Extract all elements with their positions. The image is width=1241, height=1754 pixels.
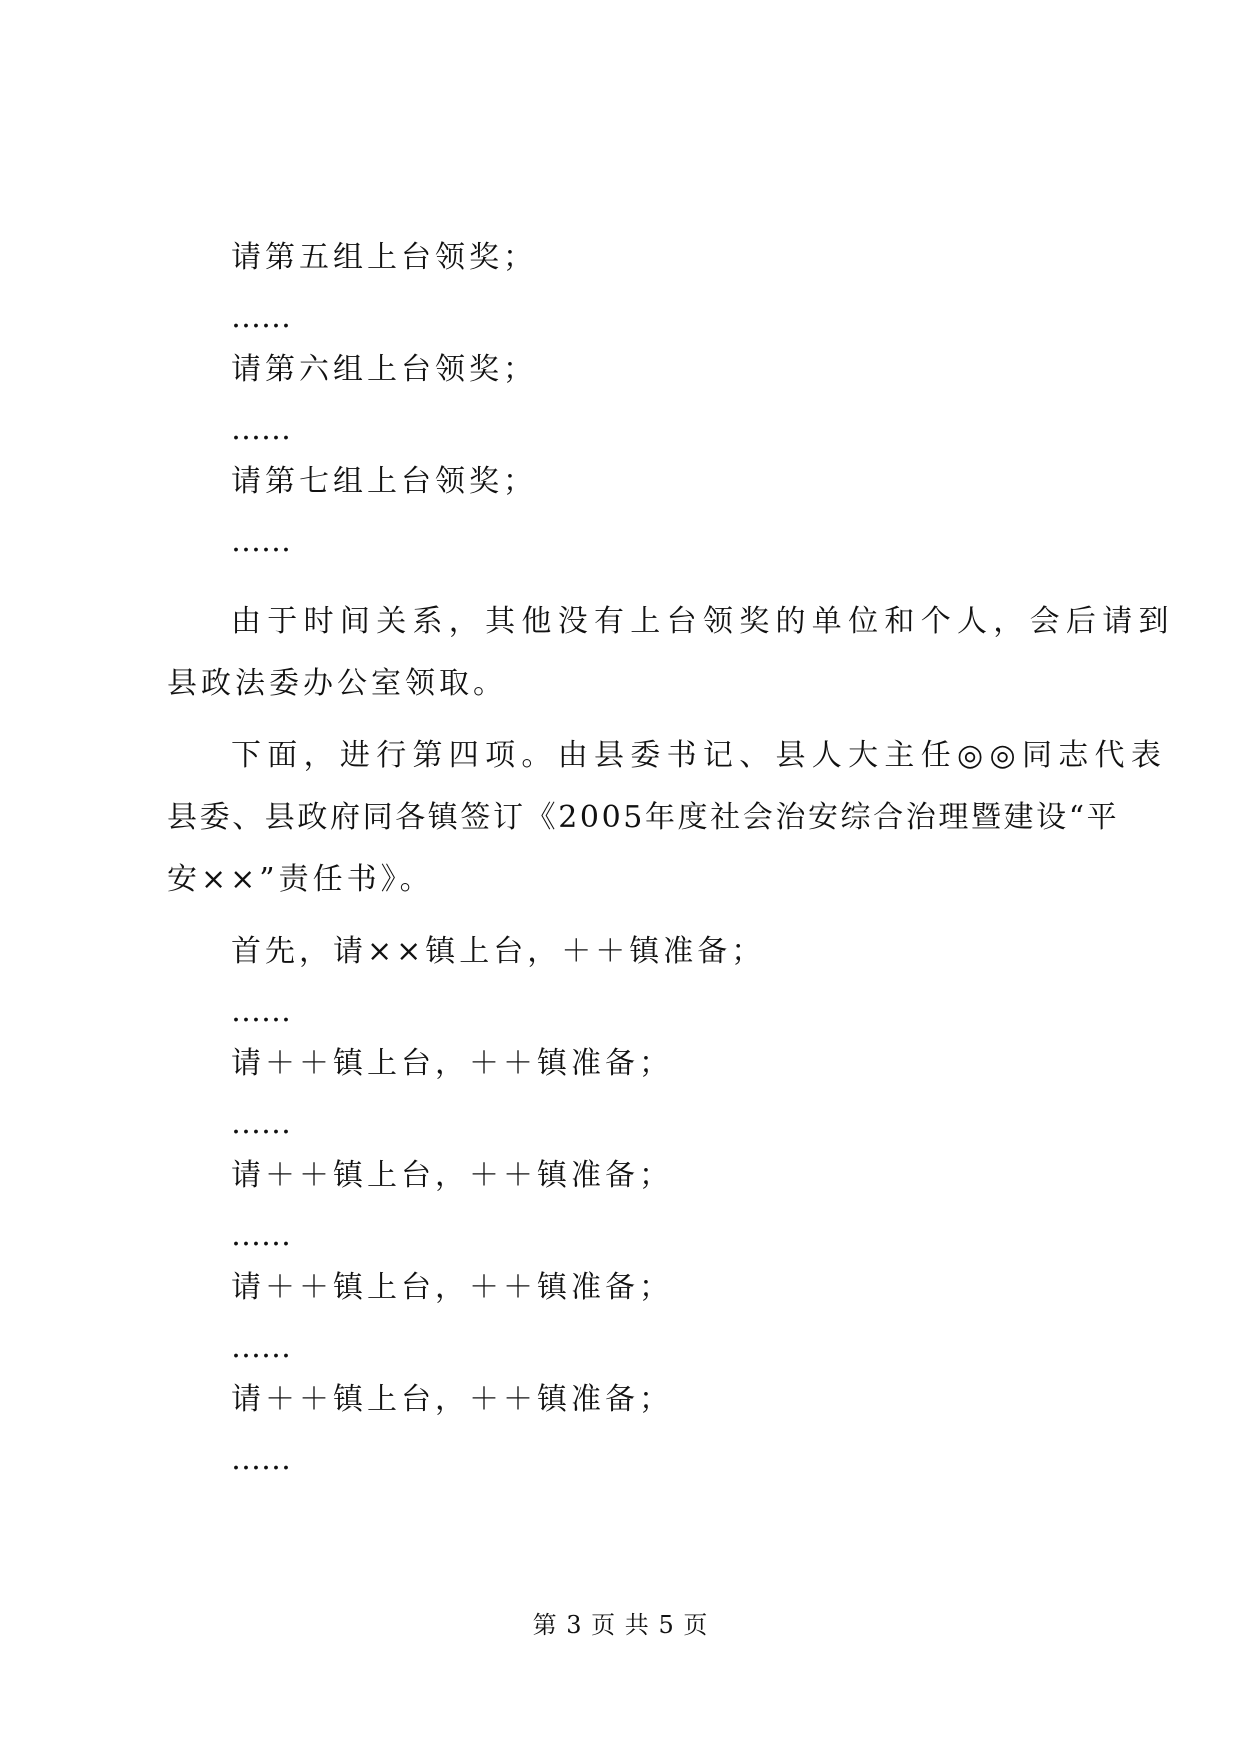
paragraph-line: 请第六组上台领奖； [231,352,537,387]
paragraph-line: 请第五组上台领奖； [231,240,537,275]
paragraph-line: 由于时间关系，其他没有上台领奖的单位和个人，会后请到 [231,604,1175,639]
page-number-footer: 第 3 页 共 5 页 [532,1611,709,1639]
ellipsis-line: …… [231,300,291,335]
ellipsis-line: …… [231,1442,291,1477]
paragraph-line: 县政法委办公室领取。 [167,666,507,701]
ellipsis-line: …… [231,1218,291,1253]
ellipsis-line: …… [231,524,291,559]
paragraph-line: 请＋＋镇上台，＋＋镇准备； [231,1046,673,1081]
paragraph-line: 请＋＋镇上台，＋＋镇准备； [231,1158,673,1193]
paragraph-line: 请第七组上台领奖； [231,464,537,499]
paragraph-line: 请＋＋镇上台，＋＋镇准备； [231,1382,673,1417]
paragraph-line: 安××”责任书》。 [167,862,434,897]
paragraph-line: 下面，进行第四项。由县委书记、县人大主任◎◎同志代表 [231,738,1168,773]
paragraph-line: 首先，请××镇上台，＋＋镇准备； [231,934,766,969]
paragraph-line: 请＋＋镇上台，＋＋镇准备； [231,1270,673,1305]
ellipsis-line: …… [231,412,291,447]
ellipsis-line: …… [231,994,291,1029]
ellipsis-line: …… [231,1330,291,1365]
paragraph-line: 县委、县政府同各镇签订《2005年度社会治安综合治理暨建设“平 [167,800,1120,835]
ellipsis-line: …… [231,1106,291,1141]
